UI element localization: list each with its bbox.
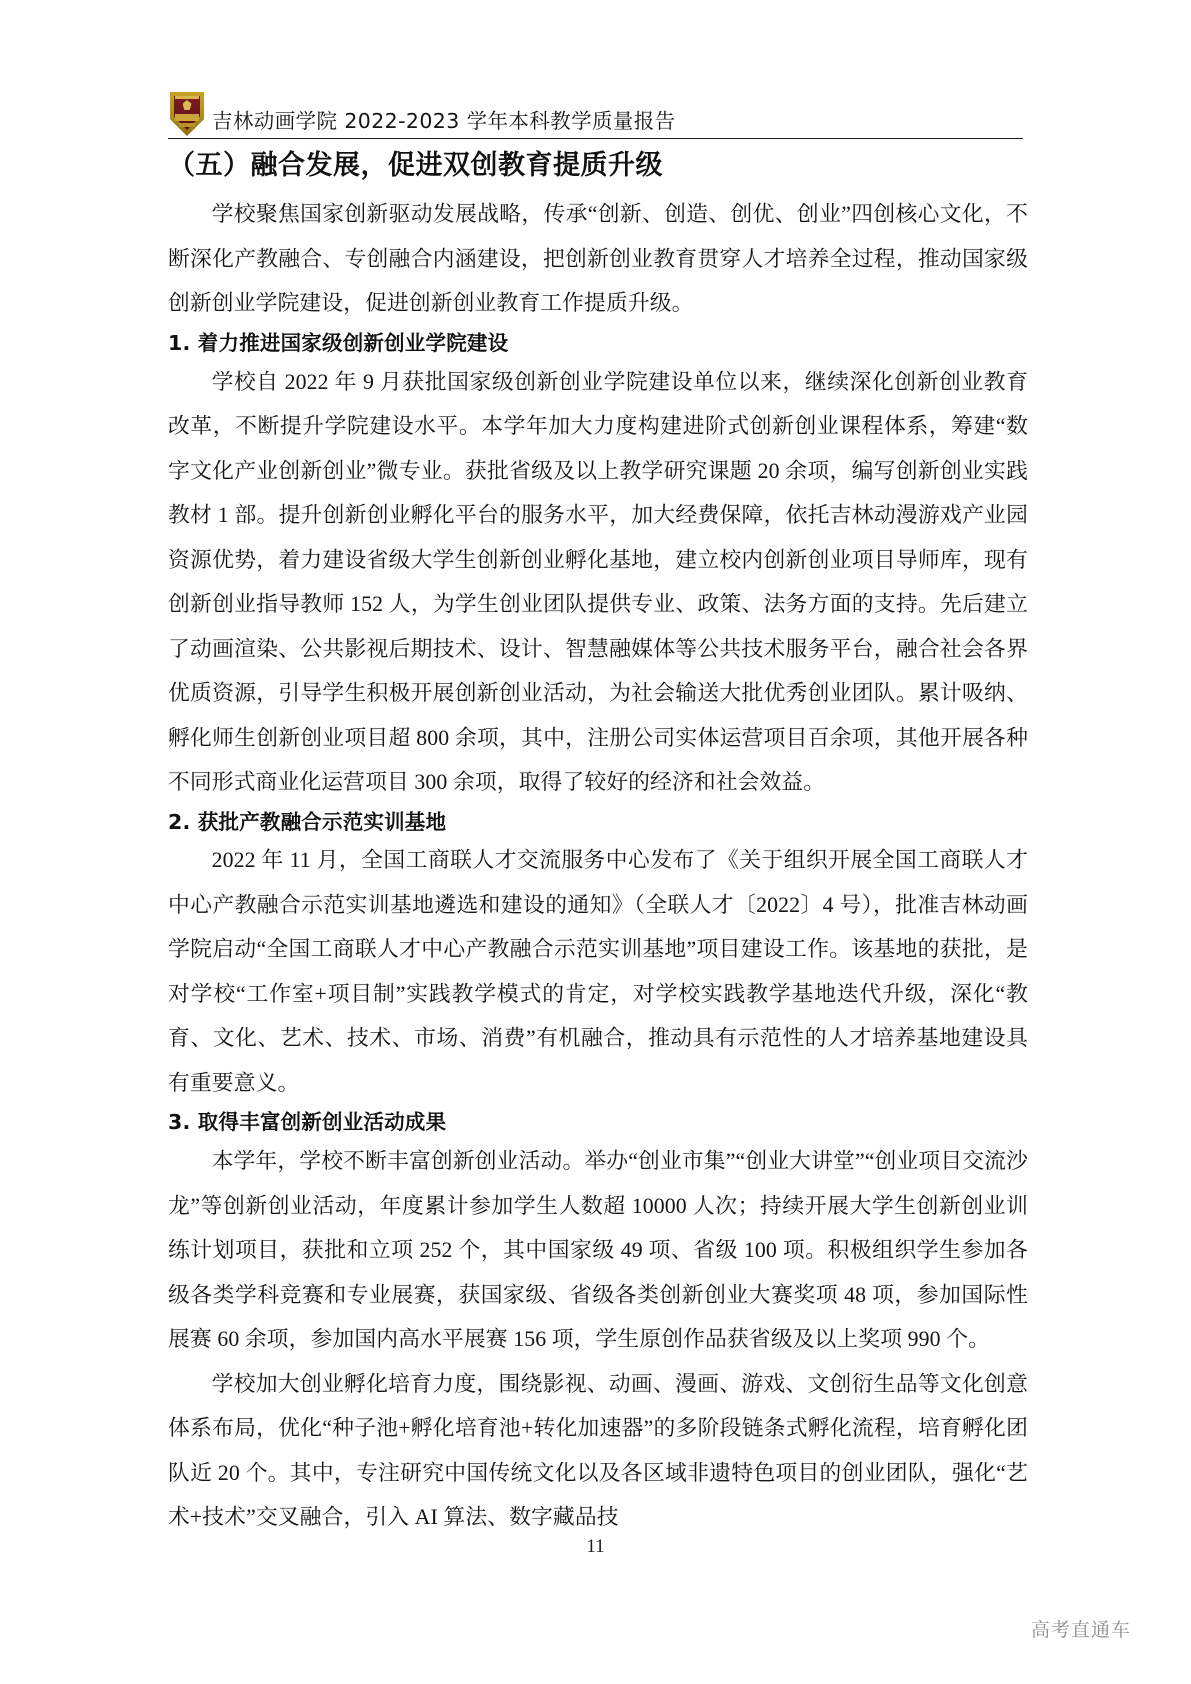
header-divider <box>168 138 1023 139</box>
subsection-2-paragraph-1: 2022 年 11 月，全国工商联人才交流服务中心发布了《关于组织开展全国工商联人才中心产教融合示范实训基地遴选和建设的通知》（全联人才〔2022〕4 号），批准吉林动画学院启动“全国工商联人才中心产教融合示范实训基地”项目建设工作。该基地的获批，是对学校“工作室+项目制”实践教学模式的肯定，对学校实践教学基地迭代升级，深化“教育、文化、艺术、技术、市场、消费”有机融合，推动具有示范性的人才培养基地建设具有重要意义。 <box>168 848 1028 1095</box>
subsection-heading-2: 2. 获批产教融合示范实训基地 <box>168 809 447 834</box>
subsection-heading-3: 3. 取得丰富创新创业活动成果 <box>168 1110 447 1135</box>
subsection-1-paragraph-1: 学校自 2022 年 9 月获批国家级创新创业学院建设单位以来，继续深化创新创业教育改革，不断提升学院建设水平。本学年加大力度构建进阶式创新创业课程体系，筹建“数字文化产业创新创业”微专业。获批省级及以上教学研究课题 20 余项，编写创新创业实践教材 1 部。提升创新创业孵化平台的服务水平，加大经费保障，依托吉林动漫游戏产业园资源优势，着力建设省级大学生创新创业孵化基地，建立校内创新创业项目导师库，现有创新创业指导教师 152 人，为学生创业团队提供专业、政策、法务方面的支持。先后建立了动画渲染、公共影视后期技术、设计、智慧融媒体等公共技术服务平台，融合社会各界优质资源，引导学生积极开展创新创业活动，为社会输送大批优秀创业团队。累计吸纳、孵化师生创新创业项目超 800 余项，其中，注册公司实体运营项目百余项，其他开展各种不同形式商业化运营项目 300 余项，取得了较好的经济和社会效益。 <box>168 369 1028 795</box>
section-title: （五）融合发展，促进双创教育提质升级 <box>168 150 663 181</box>
subsection-3-paragraph-2: 学校加大创业孵化培育力度，围绕影视、动画、漫画、游戏、文创衍生品等文化创意体系布局，优化“种子池+孵化培育池+转化加速器”的多阶段链条式孵化流程，培育孵化团队近 20 个。其中，专注研究中国传统文化以及各区域非遗特色项目的创业团队，强化“艺术+技术”交叉融合，引入 AI 算法、数字藏品技 <box>168 1371 1028 1530</box>
watermark: 高考直通车 <box>1030 1619 1131 1641</box>
university-crest-icon <box>170 92 204 136</box>
subsection-heading-1: 1. 着力推进国家级创新创业学院建设 <box>168 330 509 355</box>
page-number: 11 <box>586 1536 605 1557</box>
header-title: 吉林动画学院 2022-2023 学年本科教学质量报告 <box>212 108 676 133</box>
running-header <box>168 78 1023 140</box>
header-row <box>168 78 1023 134</box>
section-intro-paragraph: 学校聚焦国家创新驱动发展战略，传承“创新、创造、创优、创业”四创核心文化，不断深化产教融合、专创融合内涵建设，把创新创业教育贯穿人才培养全过程，推动国家级创新创业学院建设，促进创新创业教育工作提质升级。 <box>168 202 1028 316</box>
subsection-3-paragraph-1: 本学年，学校不断丰富创新创业活动。举办“创业市集”“创业大讲堂”“创业项目交流沙龙”等创新创业活动，年度累计参加学生人数超 10000 人次；持续开展大学生创新创业训练计划项目，获批和立项 252 个，其中国家级 49 项、省级 100 项。积极组织学生参加各级各类学科竞赛和专业展赛，获国家级、省级各类创新创业大赛奖项 48 项，参加国际性展赛 60 余项，参加国内高水平展赛 156 项，学生原创作品获省级及以上奖项 990 个。 <box>168 1149 1028 1352</box>
document-content <box>168 148 1028 1540</box>
